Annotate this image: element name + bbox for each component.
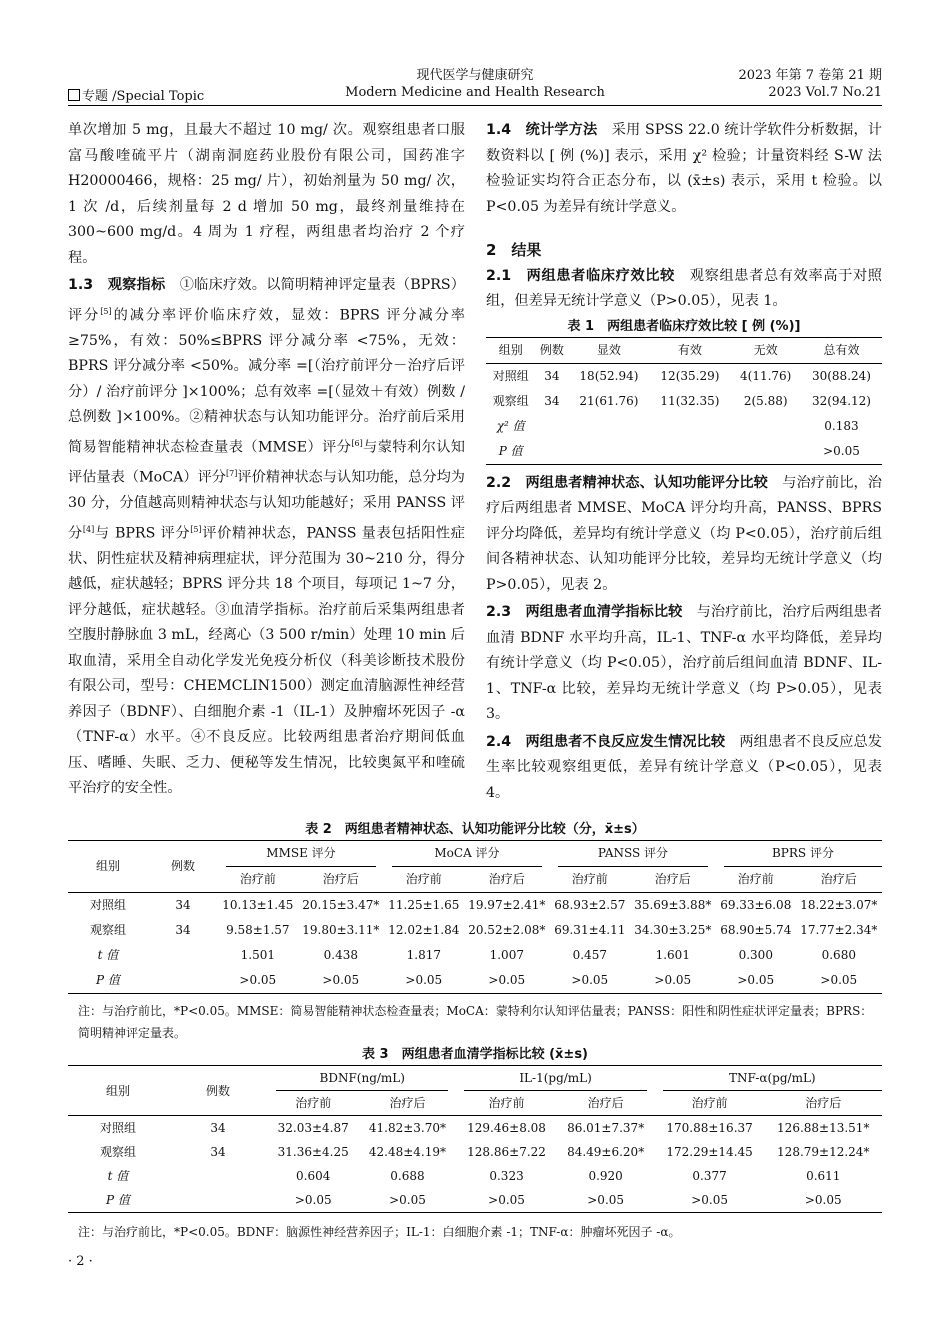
table-header: 组别	[498, 342, 523, 357]
table-cell: 11.25±1.65	[388, 898, 460, 912]
table-row	[68, 1164, 882, 1188]
table-cell: 0.680	[821, 948, 856, 962]
table-cell: 0.920	[588, 1169, 623, 1183]
table-cell: >0.05	[571, 973, 609, 987]
table-header: BDNF(ng/mL)	[268, 1066, 456, 1092]
table-header: 治疗前	[239, 872, 276, 886]
table-cell: 20.15±3.47*	[302, 898, 380, 912]
table-cell: 30(88.24)	[811, 368, 871, 383]
page-number: · 2 ·	[68, 1254, 93, 1269]
table-header: BPRS 评分	[716, 841, 882, 868]
table-2-grid	[68, 840, 882, 994]
table-cell: 0.377	[692, 1169, 727, 1183]
table-cell	[568, 439, 649, 465]
table-header: 无效	[753, 342, 778, 357]
table-cell	[568, 414, 649, 439]
table-cell: >0.05	[405, 973, 443, 987]
table-header: MMSE 评分	[218, 841, 384, 868]
table-row	[486, 389, 882, 414]
table-row	[68, 1116, 882, 1141]
table-1-grid	[486, 337, 882, 465]
section-title: 1.4 统计学方法	[486, 122, 598, 138]
table-cell: 观察组	[492, 393, 529, 408]
table-header: 治疗后	[488, 872, 525, 886]
table-cell: 19.97±2.41*	[468, 898, 546, 912]
table-cell: 19.80±3.11*	[302, 923, 380, 937]
table-cell: 172.29±14.45	[666, 1145, 753, 1159]
table-cell: >0.05	[294, 1193, 332, 1207]
table-cell	[168, 1188, 268, 1213]
table-row	[68, 1140, 882, 1164]
table-cell: 34	[544, 368, 560, 383]
table-cell: 0.438	[323, 948, 358, 962]
table-cell: 1.601	[655, 948, 690, 962]
table-1	[486, 317, 882, 465]
table-header: 组别	[68, 841, 148, 893]
table-cell: >0.05	[691, 1193, 728, 1207]
table-cell: P 值	[498, 443, 523, 458]
table-row	[68, 893, 882, 919]
table-cell: >0.05	[737, 973, 775, 987]
table-cell: 12(35.29)	[660, 368, 720, 383]
table-row	[486, 414, 882, 439]
table-row	[486, 363, 882, 389]
table-header: 总有效	[823, 342, 860, 357]
table-header: 治疗前	[488, 1096, 525, 1110]
table-caption: 表 1 两组患者临床疗效比较 [ 例 (%)]	[567, 318, 801, 334]
table-header: PANSS 评分	[550, 841, 716, 868]
table-cell: P 值	[96, 973, 120, 987]
section-title: 1.3 观察指标	[68, 277, 166, 293]
table-cell: 21(61.76)	[579, 393, 639, 408]
table-cell	[148, 968, 218, 994]
table-cell: 126.88±13.51*	[777, 1121, 870, 1135]
table-cell: 32(94.12)	[811, 393, 871, 408]
table-header: 例数	[168, 1066, 268, 1116]
table-cell: 128.79±12.24*	[777, 1145, 870, 1159]
table-header: 治疗前	[405, 872, 442, 886]
table-cell: 观察组	[99, 1145, 136, 1159]
table-header: 有效	[677, 342, 702, 357]
table-header: 治疗后	[805, 1096, 842, 1110]
table-cell: >0.05	[488, 1193, 525, 1207]
table-row	[68, 918, 882, 943]
table-cell: 128.86±7.22	[467, 1145, 546, 1159]
table-cell: 0.457	[572, 948, 607, 962]
table-cell: 68.93±2.57	[554, 898, 626, 912]
table-note: 注：与治疗前比，*P<0.05。MMSE：简易智能精神状态检查量表；MoCA：蒙特利尔认知评估量表；PANSS：阳性和阴性症状评定量表；BPRS：简明精神评定量表。	[78, 1004, 873, 1040]
table-cell: >0.05	[804, 1193, 842, 1207]
table-cell: 34	[210, 1121, 226, 1135]
table-row	[68, 943, 882, 968]
table-header: 治疗前	[295, 1096, 332, 1110]
table-cell: 32.03±4.87	[277, 1121, 349, 1135]
table-cell: 0.300	[738, 948, 773, 962]
table-cell: 68.90±5.74	[720, 923, 792, 937]
table-cell: P 值	[106, 1193, 130, 1207]
table-header: 组别	[68, 1066, 168, 1116]
table-cell: 对照组	[99, 1121, 136, 1135]
section-2-4: 2.4 两组患者不良反应发生情况比较 两组患者不良反应总发生率比较观察组更低，差异有统计学意义（P<0.05），见表 4。	[486, 733, 882, 801]
issue-cn: 2023 年第 7 卷第 21 期	[738, 68, 882, 83]
table-header: 治疗后	[389, 1096, 426, 1110]
table-cell: χ² 值	[496, 418, 525, 433]
section-2-3: 2.3 两组患者血清学指标比较 与治疗前比，治疗后两组患者血清 BDNF 水平均升高，IL-1、TNF-α 水平均降低，差异均有统计学意义（均 P<0.05），治疗前后组间血清 BDNF、IL-1、TNF-α 比较，差异均无统计学意义（均 P>0.05），见表 3。	[486, 604, 882, 722]
table-cell: 观察组	[89, 923, 126, 937]
table-header: 显效	[596, 342, 621, 357]
section-1-3: 1.3 观察指标 ①临床疗效。以简明精神评定量表（BPRS）评分[5]的减分率评价临床疗效，显效：BPRS 评分减分率≥75%，有效：50%≤BPRS 评分减分率 <75%，无效：BPRS 评分减分率 <50%。减分率 =[（治疗前评分－治疗后评分）/ 治疗前评分 ]×100%；总有效率 =[（显效＋有效）例数 / 总例数 ]×100%。②精神状态与认知功能评分。治疗前后采用简易智能精神状态检查量表（MMSE）评分[6]与蒙特利尔认知评估量表（MoCA）评分[7]评价精神状态与认知功能，总分均为 30 分，分值越高则精神状态与认知功能越好；采用 PANSS 评分[4]与 BPRS 评分[5]评价精神状态，PANSS 量表包括阳性症状、阴性症状及精神病理症状，评分范围为 30~210 分，得分越低，症状越轻；BPRS 评分共 18 个项目，每项记 1~7 分，评分越低，症状越轻。③血清学指标。治疗前后采集两组患者空腹肘静脉血 3 mL，经离心（3 500 r/min）处理 10 min 后取血清，采用全自动化学发光免疫分析仪（科美诊断技术股份有限公司，型号：CHEMCLIN1500）测定血清脑源性神经营养因子（BDNF）、白细胞介素 -1（IL-1）及肿瘤坏死因子 -α（TNF-α）水平。④不良反应。比较两组患者治疗期间低血压、嗜睡、失眠、乏力、便秘等发生情况，比较奥氮平和喹硫平治疗的安全性。	[68, 277, 465, 797]
table-caption: 表 2 两组患者精神状态、认知功能评分比较（分，x̄±s）	[305, 822, 645, 837]
table-header: 治疗后	[587, 1096, 624, 1110]
table-cell	[649, 439, 730, 465]
table-cell: 35.69±3.88*	[634, 898, 712, 912]
section-2-title: 2 结果	[486, 241, 542, 259]
table-cell: 34	[544, 393, 560, 408]
table-cell: 18.22±3.07*	[800, 898, 878, 912]
table-cell: 12.02±1.84	[388, 923, 460, 937]
table-cell: 69.33±6.08	[720, 898, 792, 912]
table-header: 治疗后	[322, 872, 359, 886]
table-cell: t 值	[107, 1169, 129, 1183]
table-cell	[649, 414, 730, 439]
table-cell	[535, 439, 568, 465]
table-header: 例数	[539, 342, 564, 357]
issue-en: 2023 Vol.7 No.21	[768, 85, 882, 100]
section-title: 2.4 两组患者不良反应发生情况比较	[486, 733, 726, 750]
table-cell: 11(32.35)	[660, 393, 720, 408]
table-cell: 170.88±16.37	[666, 1121, 753, 1135]
table-cell	[535, 414, 568, 439]
table-cell: 10.13±1.45	[222, 898, 294, 912]
table-cell: >0.05	[389, 1193, 426, 1207]
header-rule	[68, 105, 882, 106]
table-cell: 34.30±3.25*	[634, 923, 712, 937]
table-row	[68, 1188, 882, 1213]
table-cell: 1.501	[240, 948, 275, 962]
table-2	[68, 820, 882, 1044]
section-label: 专题 /Special Topic	[68, 85, 204, 104]
table-cell: 34	[175, 923, 191, 937]
left-column	[68, 118, 465, 802]
table-3	[68, 1045, 882, 1243]
table-cell: 0.604	[296, 1169, 331, 1183]
table-header: TNF-α(pg/mL)	[655, 1066, 882, 1092]
table-cell: 2(5.88)	[743, 393, 788, 408]
table-cell: 对照组	[89, 898, 126, 912]
table-cell: 42.48±4.19*	[368, 1145, 447, 1159]
table-cell: 41.82±3.70*	[368, 1121, 447, 1135]
table-cell: 0.688	[390, 1169, 425, 1183]
table-cell: >0.05	[322, 973, 360, 987]
section-2-1: 2.1 两组患者临床疗效比较 观察组患者总有效率高于对照组，但差异无统计学意义（P>0.05），见表 1。	[486, 267, 882, 309]
table-cell: 1.007	[489, 948, 524, 962]
table-cell: 84.49±6.20*	[567, 1145, 645, 1159]
table-cell: 34	[175, 898, 191, 912]
table-cell: 17.77±2.34*	[800, 923, 878, 937]
table-header: 治疗前	[571, 872, 608, 886]
table-cell: 9.58±1.57	[226, 923, 290, 937]
table-cell	[168, 1164, 268, 1188]
journal-title-cn: 现代医学与健康研究	[416, 68, 534, 83]
table-cell: 0.323	[489, 1169, 524, 1183]
table-header: 治疗前	[691, 1096, 728, 1110]
table-header-row	[486, 337, 882, 363]
table-cell: 1.817	[406, 948, 441, 962]
table-header: 治疗后	[820, 872, 857, 886]
table-row	[68, 968, 882, 994]
table-cell: 0.611	[806, 1169, 841, 1183]
table-cell: 18(52.94)	[579, 368, 639, 383]
table-cell: >0.05	[488, 973, 526, 987]
table-header: 例数	[148, 841, 218, 893]
section-2-2: 2.2 两组患者精神状态、认知功能评分比较 与治疗前比，治疗后两组患者 MMSE、MoCA 评分均升高，PANSS、BPRS 评分均降低，差异均有统计学意义（均 P<0.05），治疗前后组间各精神状态、认知功能评分比较，差异均无统计学意义（均 P>0.05），见表 2。	[486, 474, 882, 593]
section-title: 2.3 两组患者血清学指标比较	[486, 604, 683, 620]
table-note: 注：与治疗前比，*P<0.05。BDNF：脑源性神经营养因子；IL-1：白细胞介素 -1；TNF-α：肿瘤坏死因子 -α。	[78, 1225, 681, 1239]
journal-title-en: Modern Medicine and Health Research	[345, 85, 605, 100]
table-row	[486, 439, 882, 465]
table-cell: 0.183	[824, 418, 859, 433]
table-cell	[730, 414, 801, 439]
section-1-4: 1.4 统计学方法 采用 SPSS 22.0 统计学软件分析数据，计数资料以 [ 例 (%)] 表示，采用 χ² 检验；计量资料经 S-W 法检验证实均符合正态分布，以 (x̄±s) 表示，采用 t 检验。以 P<0.05 为差异有统计学意义。	[486, 122, 882, 215]
table-cell: 69.31±4.11	[554, 923, 626, 937]
table-3-grid	[68, 1065, 882, 1213]
table-caption: 表 3 两组患者血清学指标比较 (x̄±s)	[362, 1047, 588, 1062]
table-header: IL-1(pg/mL)	[456, 1066, 654, 1092]
table-cell: >0.05	[820, 973, 858, 987]
table-cell: >0.05	[239, 973, 277, 987]
section-title: 2.1 两组患者临床疗效比较	[486, 267, 675, 284]
table-cell	[148, 943, 218, 968]
table-header: 治疗后	[654, 872, 691, 886]
table-cell: 对照组	[492, 368, 529, 383]
table-header-row	[68, 1066, 882, 1092]
table-cell: 20.52±2.08*	[468, 923, 546, 937]
table-cell	[730, 439, 801, 465]
table-header-row	[68, 841, 882, 868]
table-cell: t 值	[97, 948, 119, 962]
right-column	[486, 118, 882, 806]
table-header: MoCA 评分	[384, 841, 550, 868]
paragraph: 单次增加 5 mg，且最大不超过 10 mg/ 次。观察组患者口服富马酸喹硫平片（湖南洞庭药业股份有限公司，国药准字 H20000466，规格：25 mg/ 片），初始剂量为 50 mg/ 次，1 次 /d，后续剂量每 2 d 增加 50 mg，最终剂量维持在 300~600 mg/d。4 周为 1 疗程，两组患者均治疗 2 个疗程。	[68, 122, 465, 266]
table-cell: 4(11.76)	[740, 368, 792, 383]
table-header: 治疗前	[737, 872, 774, 886]
table-cell: 34	[210, 1145, 226, 1159]
section-title: 2.2 两组患者精神状态、认知功能评分比较	[486, 474, 768, 491]
table-cell: >0.05	[587, 1193, 625, 1207]
table-cell: 31.36±4.25	[277, 1145, 349, 1159]
table-cell: >0.05	[654, 973, 692, 987]
table-cell: 129.46±8.08	[467, 1121, 546, 1135]
table-cell: 86.01±7.37*	[567, 1121, 645, 1135]
table-cell: >0.05	[823, 443, 860, 458]
